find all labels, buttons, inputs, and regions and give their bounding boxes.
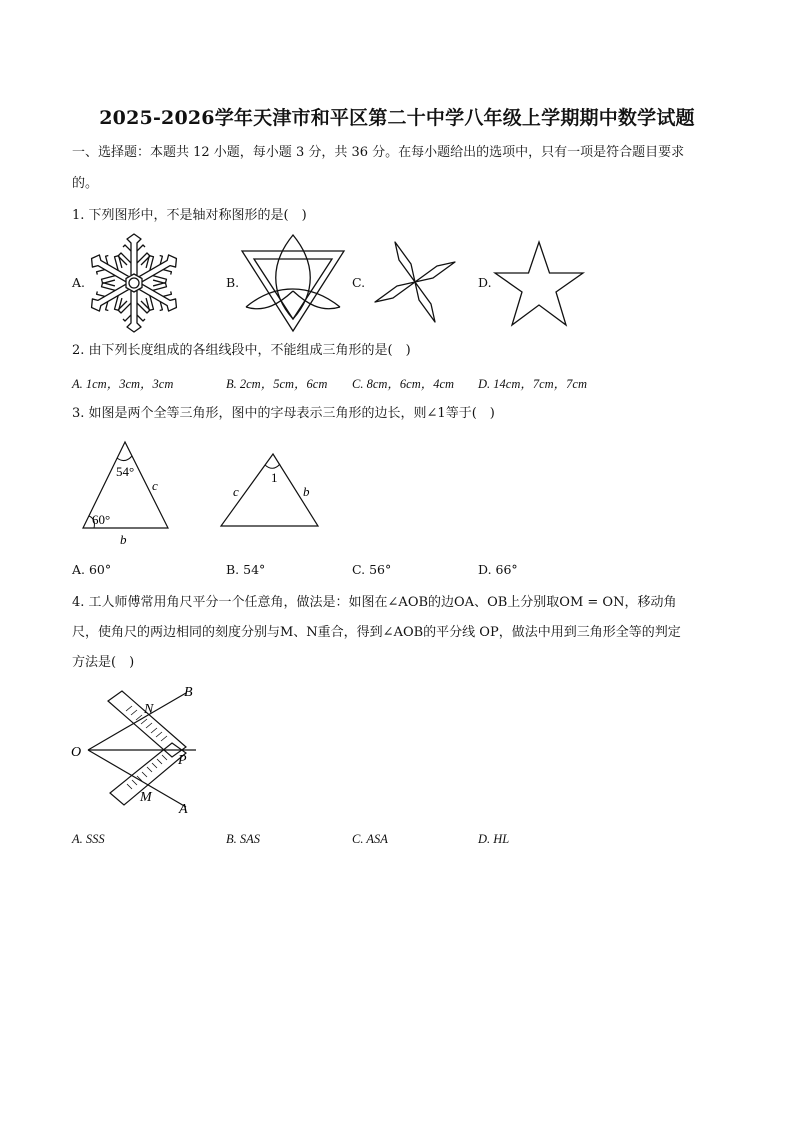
q3-right-angle-1: 1 xyxy=(271,470,278,485)
q4-label-p: P xyxy=(178,753,187,768)
q3-left-side-c: c xyxy=(152,478,158,493)
section-instruction-line1: 一、选择题：本题共 12 小题，每小题 3 分，共 36 分。在每小题给出的选项中，只有一项是符合题目要求 xyxy=(72,145,685,160)
q4-option-c: C. ASA xyxy=(352,832,388,846)
q3-right-side-b: b xyxy=(303,484,310,499)
page-title: 2025-2026学年天津市和平区第二十中学八年级上学期期中数学试题 xyxy=(99,107,695,129)
q4-label-a: A xyxy=(179,802,188,817)
q2-option-b: B. 2cm，5cm，6cm xyxy=(226,377,328,391)
q4-label-o: O xyxy=(71,745,82,760)
q4-label-n: N xyxy=(144,702,154,717)
snowflake-icon xyxy=(86,234,182,332)
q1-option-b-label: B. xyxy=(226,275,240,290)
q2-stem: 2. 由下列长度组成的各组线段中，不能组成三角形的是( ) xyxy=(72,343,411,358)
q4-stem-line1: 4. 工人师傅常用角尺平分一个任意角，做法是：如图在∠AOB的边OA、OB上分别取OM = ON，移动角 xyxy=(72,595,677,610)
q3-left-triangle xyxy=(80,440,180,548)
q3-left-angle-60: 60° xyxy=(92,512,111,527)
q4-option-a: A. SSS xyxy=(72,832,105,846)
q3-left-side-b: b xyxy=(120,532,127,547)
q2-option-d: D. 14cm，7cm，7cm xyxy=(478,377,588,391)
q2-option-a: A. 1cm，3cm，3cm xyxy=(72,377,174,391)
q4-angle-square-figure xyxy=(68,683,208,818)
triangle-knot-icon xyxy=(240,233,346,333)
star-icon xyxy=(493,240,585,328)
q4-label-m: M xyxy=(140,790,152,805)
q4-option-b: B. SAS xyxy=(226,832,261,846)
q3-option-c: C. 56° xyxy=(352,562,392,577)
q1-option-d-label: D. xyxy=(478,275,492,290)
pinwheel-icon xyxy=(366,237,464,327)
q3-right-triangle xyxy=(218,452,322,532)
q1-option-a-label: A. xyxy=(72,275,86,290)
q3-option-a: A. 60° xyxy=(72,562,112,577)
q4-stem-line3: 方法是( ) xyxy=(72,655,135,670)
q3-right-side-c: c xyxy=(233,484,239,499)
q4-option-d: D. HL xyxy=(478,832,510,846)
q4-stem-line2: 尺，使角尺的两边相同的刻度分别与M、N重合，得到∠AOB的平分线 OP，做法中用到三角形全等的判定 xyxy=(72,625,681,640)
q3-left-angle-54: 54° xyxy=(116,464,135,479)
q4-label-b: B xyxy=(184,685,193,700)
section-instruction-line2: 的。 xyxy=(72,176,99,191)
q3-option-b: B. 54° xyxy=(226,562,266,577)
q1-option-c-label: C. xyxy=(352,275,366,290)
q1-stem: 1. 下列图形中，不是轴对称图形的是( ) xyxy=(72,208,307,223)
q2-option-c: C. 8cm，6cm，4cm xyxy=(352,377,455,391)
q3-option-d: D. 66° xyxy=(478,562,518,577)
q3-stem: 3. 如图是两个全等三角形，图中的字母表示三角形的边长，则∠1等于( ) xyxy=(72,406,495,421)
